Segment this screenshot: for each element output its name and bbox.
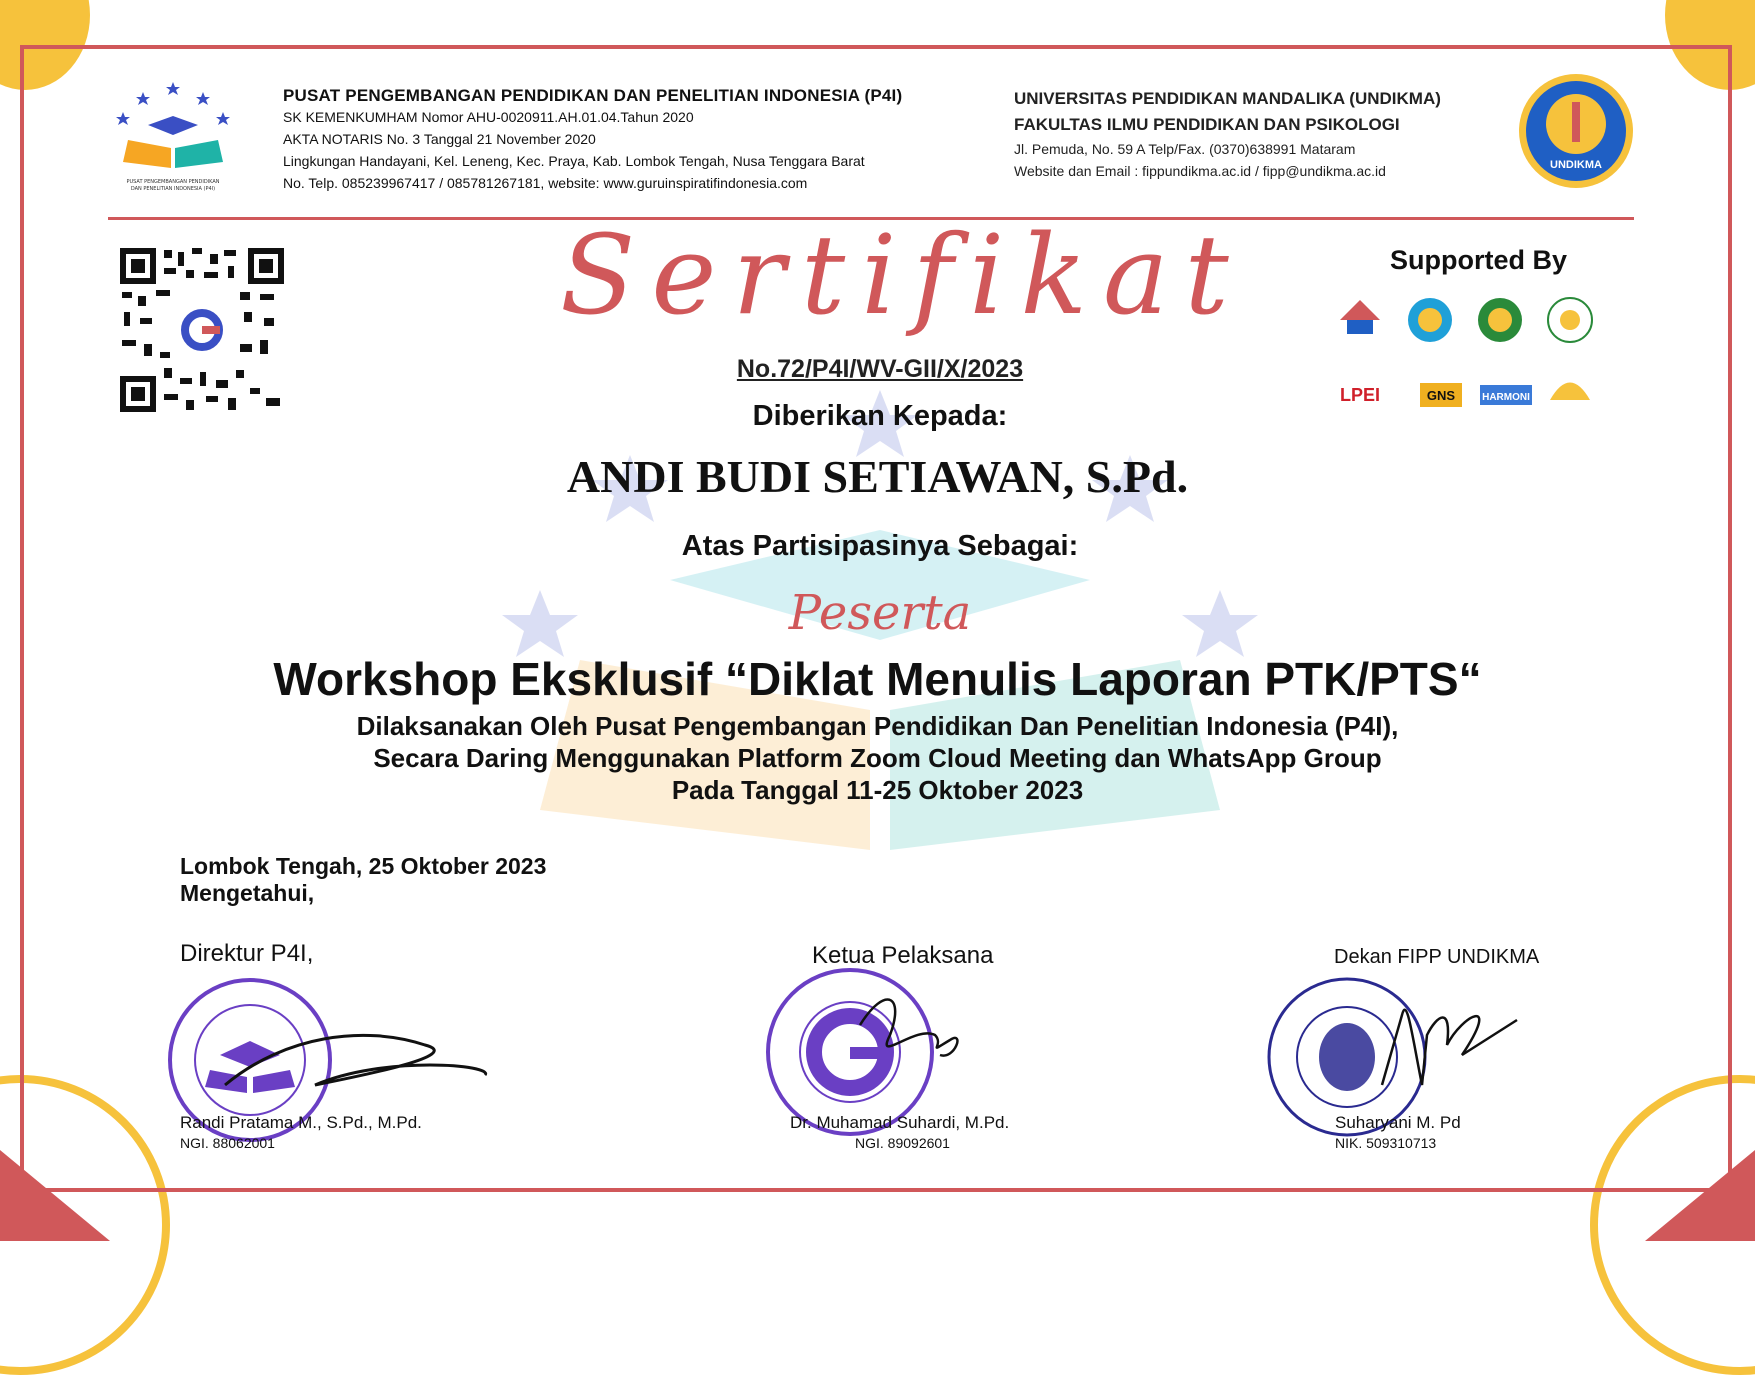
signer-3-title: Dekan FIPP UNDIKMA	[1334, 946, 1540, 968]
signer-2-id: NGI. 89092601	[855, 1135, 950, 1151]
place-date: Lombok Tengah, 25 Oktober 2023	[180, 853, 547, 879]
header-left-line: AKTA NOTARIS No. 3 Tanggal 21 November 2020	[283, 131, 596, 147]
sponsor-lpei-logo: LPEI	[1340, 385, 1381, 405]
sponsor-harmoni-logo: HARMONI	[1482, 392, 1530, 403]
header-right-org-2: FAKULTAS ILMU PENDIDIKAN DAN PSIKOLOGI	[1014, 115, 1400, 134]
header-left-line: Lingkungan Handayani, Kel. Leneng, Kec. Praya, Kab. Lombok Tengah, Nusa Tenggara Barat	[283, 153, 865, 169]
logo-caption-line-2: DAN PENELITIAN INDONESIA (P4I)	[130, 186, 216, 192]
signer-3-name: Suharyani M. Pd	[1335, 1113, 1461, 1132]
header-right-block	[1014, 86, 1534, 182]
header-right-org-1: UNIVERSITAS PENDIDIKAN MANDALIKA (UNDIKMA)	[1014, 89, 1441, 108]
signer-1-title: Direktur P4I,	[180, 940, 314, 967]
signer-3-id: NIK. 509310713	[1335, 1135, 1437, 1151]
sponsor-logo-2	[1408, 298, 1452, 342]
acknowledged-label: Mengetahui,	[180, 880, 315, 906]
description-line: Pada Tanggal 11-25 Oktober 2023	[671, 775, 1084, 805]
sponsor-gns-logo: GNS	[1426, 388, 1456, 403]
sponsor-logo-1	[1340, 300, 1380, 334]
certificate-number: No.72/P4I/WV-GII/X/2023	[736, 355, 1024, 383]
description-line: Secara Daring Menggunakan Platform Zoom Cloud Meeting dan WhatsApp Group	[373, 743, 1382, 773]
qr-code[interactable]	[120, 248, 284, 412]
p4i-logo	[108, 80, 238, 200]
signer-1-id: NGI. 88062001	[180, 1135, 275, 1151]
given-to-label: Diberikan Kepada:	[752, 400, 1008, 432]
header-left-org: PUSAT PENGEMBANGAN PENDIDIKAN DAN PENELITIAN INDONESIA (P4I)	[283, 86, 903, 105]
signer-2-name: Dr. Muhamad Suhardi, M.Pd.	[790, 1113, 1010, 1132]
logo-caption-line-1: PUSAT PENGEMBANGAN PENDIDIKAN	[126, 179, 220, 185]
sponsor-unesa-logo	[1550, 383, 1590, 401]
header-right-line: Jl. Pemuda, No. 59 A Telp/Fax. (0370)638991 Mataram	[1014, 141, 1356, 157]
signer-2-title: Ketua Pelaksana	[812, 942, 994, 969]
event-description	[200, 710, 1555, 806]
undikma-seal-logo	[1517, 72, 1635, 190]
participation-label: Atas Partisipasinya Sebagai:	[681, 530, 1079, 562]
sponsor-logos	[1335, 295, 1605, 415]
event-title: Workshop Eksklusif “Diklat Menulis Laporan PTK/PTS“	[273, 653, 1482, 705]
header-left-block	[283, 86, 963, 194]
participant-role: Peserta	[788, 585, 972, 641]
description-line: Dilaksanakan Oleh Pusat Pengembangan Pendidikan Dan Penelitian Indonesia (P4I),	[356, 711, 1399, 741]
place-date-block	[180, 853, 546, 907]
header-left-line: SK KEMENKUMHAM Nomor AHU-0020911.AH.01.04.Tahun 2020	[283, 109, 694, 125]
signer-1-name: Randi Pratama M., S.Pd., M.Pd.	[180, 1113, 422, 1132]
seal-text: UNDIKMA	[1550, 159, 1602, 171]
header-left-line: No. Telp. 085239967417 / 085781267181, website: www.guruinspiratifindonesia.com	[283, 175, 808, 191]
certificate-title: Sertifikat	[560, 211, 1245, 339]
sponsor-logo-3	[1478, 298, 1522, 342]
supported-by-label: Supported By	[1390, 245, 1568, 275]
header-right-line: Website dan Email : fippundikma.ac.id / fipp@undikma.ac.id	[1014, 163, 1386, 179]
recipient-name: ANDI BUDI SETIAWAN, S.Pd.	[566, 451, 1189, 502]
sponsor-logo-4	[1548, 298, 1592, 342]
